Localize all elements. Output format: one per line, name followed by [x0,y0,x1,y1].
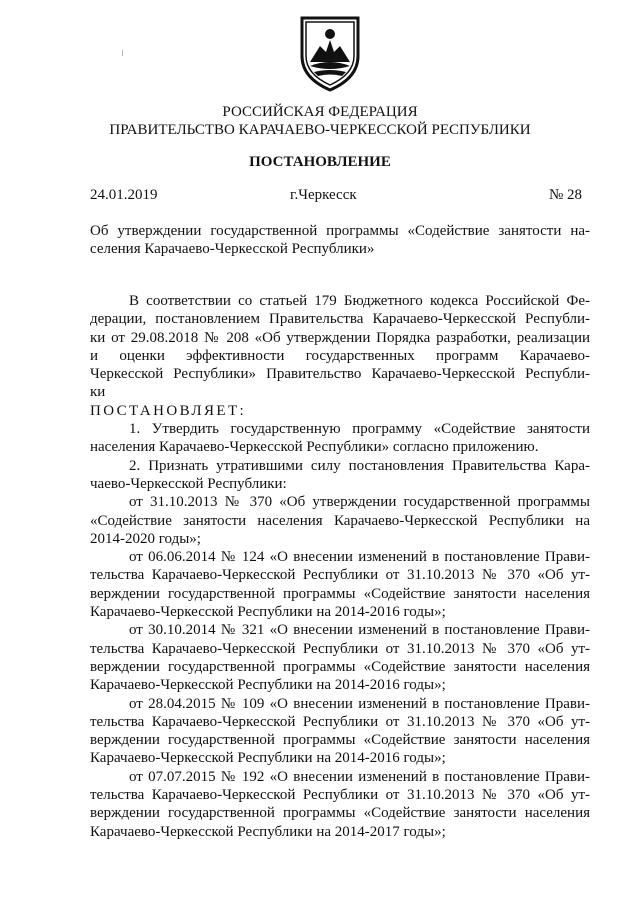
body-line: 1. Утвердить государственную программу «Содействие занятости [129,421,590,438]
body-line: и оценки эффективности государственных программ Карачаево- [90,347,590,364]
body-line: Черкесской Республики» Правительство Карачаево-Черкесской Республи- [90,366,590,383]
body-line: Карачаево-Черкесской Республики на 2014-2016 годы»; [90,750,446,767]
resolves-heading: ПОСТАНОВЛЯЕТ: [90,402,247,419]
body-line: от 06.06.2014 № 124 «О внесении изменений в постановление Прави- [129,549,590,566]
body-line: верждении государственной программы «Содействие занятости населения [90,732,590,749]
body-line: тельства Карачаево-Черкесской Республики от 31.10.2013 № 370 «Об ут- [90,713,590,730]
body-line: Карачаево-Черкесской Республики на 2014-2017 годы»; [90,823,446,840]
header-government: ПРАВИТЕЛЬСТВО КАРАЧАЕВО-ЧЕРКЕССКОЙ РЕСПУБЛИКИ [109,122,531,138]
body-line: от 31.10.2013 № 370 «Об утверждении государственной программы [129,494,590,511]
body-line: Карачаево-Черкесской Республики на 2014-2016 годы»; [90,604,446,621]
subject-line: селения Карачаево-Черкесской Республики» [90,241,375,258]
document-city: г.Черкесск [290,187,357,203]
document-number: № 28 [549,187,583,203]
body-line: тельства Карачаево-Черкесской Республики от 31.10.2013 № 370 «Об ут- [90,640,590,657]
body-line: ки от 29.08.2018 № 208 «Об утверждении Порядка разработки, реализации [90,329,590,346]
coat-of-arms-icon [296,12,364,92]
body-line: от 07.07.2015 № 192 «О внесении изменений в постановление Прави- [129,768,590,785]
body-line: Карачаево-Черкесской Республики на 2014-2016 годы»; [90,677,446,694]
body-line: верждении государственной программы «Содействие занятости населения [90,585,590,602]
body-line: верждении государственной программы «Содействие занятости населения [90,805,590,822]
body-line: верждении государственной программы «Содействие занятости населения [90,658,590,675]
body-line: от 28.04.2015 № 109 «О внесении изменений в постановление Прави- [129,695,590,712]
body-line: «Содействие занятости населения Карачаево-Черкесской Республики на [90,512,590,529]
body-line: тельства Карачаево-Черкесской Республики от 31.10.2013 № 370 «Об ут- [90,567,590,584]
body-text [90,292,590,841]
body-line: 2. Признать утратившими силу постановления Правительства Кара- [129,457,590,474]
body-line: от 30.10.2014 № 321 «О внесении изменений в постановление Прави- [129,622,590,639]
scan-mark [122,50,123,56]
document-date: 24.01.2019 [90,187,158,203]
body-line: ки [90,384,106,401]
body-line: населения Карачаево-Черкесской Республики» согласно приложению. [90,439,539,456]
subject-line: Об утверждении государственной программы «Содействие занятости на- [90,223,590,239]
header-country: РОССИЙСКАЯ ФЕДЕРАЦИЯ [222,104,418,120]
body-line: чаево-Черкесской Республики: [90,475,287,492]
subject-block [90,222,590,259]
body-line: дерации, постановлением Правительства Карачаево-Черкесской Республи- [90,311,590,328]
body-line: тельства Карачаево-Черкесской Республики от 31.10.2013 № 370 «Об ут- [90,787,590,804]
document-type: ПОСТАНОВЛЕНИЕ [249,154,391,170]
body-line: В соответствии со статьей 179 Бюджетного кодекса Российской Фе- [129,293,590,309]
body-line: 2014-2020 годы»; [90,530,201,547]
